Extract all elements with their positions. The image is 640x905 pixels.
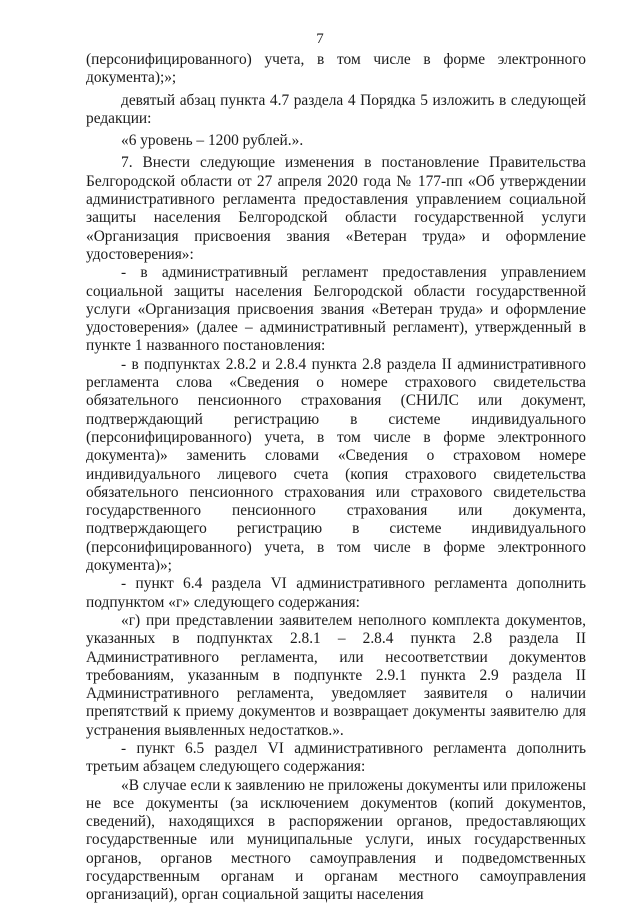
paragraph: - в подпунктах 2.8.2 и 2.8.4 пункта 2.8 раздела II административного регламента слова «Сведения о номере страхового свидетельства обязательного пенсионного страхования (СНИЛС или документ, подтверждающий регистрацию в системе индивидуального (персонифицированного) учета, в том числе в форме электронного документа)» заменить словами «Сведения о страховом номере индивидуального лицевого счета (копия страхового свидетельства обязательного пенсионного страхования или страхового свидетельства государственного пенсионного страхования или документа, подтверждающего регистрацию в системе индивидуального (персонифицированного) учета, в том числе в форме электронного документа)»;	[86, 355, 586, 575]
paragraph: - пункт 6.5 раздел VI административного регламента дополнить третьим абзацем следующего содержания:	[86, 739, 586, 776]
paragraph: (персонифицированного) учета, в том числе в форме электронного документа);»;	[86, 51, 586, 87]
paragraph: девятый абзац пункта 4.7 раздела 4 Порядка 5 изложить в следующей редакции:	[86, 91, 586, 127]
page-number: 7	[316, 31, 324, 47]
paragraph: «В случае если к заявлению не приложены документы или приложены не все документы (за исключением документов (копий документов, сведений), находящихся в распоряжении органов, предоставляющих государственные или муниципальные услуги, иных государственных органов, органов местного самоуправления и подведомственных государственным органам и органам местного самоуправления организаций), орган социальной защиты населения	[86, 776, 586, 904]
document-body	[86, 51, 586, 905]
paragraph: «6 уровень – 1200 рублей.».	[121, 132, 304, 150]
paragraph: «г) при представлении заявителем неполного комплекта документов, указанных в подпунктах 2.8.1 – 2.8.4 пункта 2.8 раздела II Административного регламента, или несоответствии документов требованиям, указанным в подпункте 2.9.1 пункта 2.9 раздела II Административного регламента, уведомляет заявителя о наличии препятствий к приему документов и возвращает документы заявителю для устранения выявленных недостатков.».	[86, 611, 586, 739]
paragraph: 7. Внести следующие изменения в постановление Правительства Белгородской области от 27 апреля 2020 года № 177-пп «Об утверждении административного регламента предоставления управлением социальной защиты населения Белгородской области государственной услуги «Организация присвоения звания «Ветеран труда» и оформление удостоверения»:	[86, 154, 586, 263]
paragraph: - в административный регламент предоставления управлением социальной защиты населения Белгородской области государственной услуги «Организация присвоения звания «Ветеран труда» и оформление удостоверения» (далее – административный регламент), утвержденный в пункте 1 названного постановления:	[86, 264, 586, 355]
paragraph: - пункт 6.4 раздела VI административного регламента дополнить подпунктом «г» следующего содержания:	[86, 575, 586, 611]
